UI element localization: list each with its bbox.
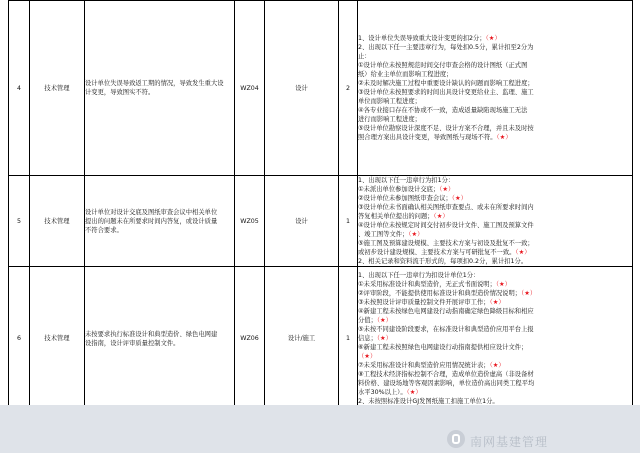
rule-text: ①未派出单位参加设计交底； xyxy=(358,186,440,193)
rule-text: 或初步设计建设规模、主要技术方案与可研批复不一致。 xyxy=(358,249,516,256)
score-cell: 2 xyxy=(339,1,358,176)
star-icon: （★） xyxy=(515,249,531,256)
rule-text: 、竣工图等文件； xyxy=(358,231,409,238)
star-icon: （★） xyxy=(439,186,455,193)
star-icon: （★） xyxy=(376,335,392,342)
rule-line xyxy=(358,334,632,343)
description-cell xyxy=(85,1,235,176)
rule-cell xyxy=(358,176,633,267)
score-cell: 1 xyxy=(339,267,358,411)
rule-line xyxy=(358,248,632,257)
rule-text: 2、相关记录和资料流于形式的，每项扣0.2分，累计扣1分。 xyxy=(358,258,528,265)
rule-line xyxy=(358,34,632,43)
rule-text: ⑥新建工程未按照绿色电网建设行动指南提供相应设计文件； xyxy=(358,344,528,351)
wechat-logo-icon xyxy=(447,430,465,448)
star-icon: （★） xyxy=(433,213,449,220)
rule-text: ①设计单位未按照规范时间交付审查会格的设计图纸（正式图 xyxy=(358,62,528,69)
star-icon: （★） xyxy=(485,35,501,42)
rule-line xyxy=(358,133,632,142)
code-cell: WZ06 xyxy=(235,267,265,411)
description-line: 设指南，设计评审质量控制文件。 xyxy=(85,339,180,347)
rule-text: 单位而影响工程进度； xyxy=(358,98,421,105)
rule-line xyxy=(358,379,632,388)
rule-line xyxy=(358,176,632,185)
rule-line xyxy=(358,257,632,266)
description-line: 计变更，导致图实不符。 xyxy=(85,89,155,96)
table-body xyxy=(9,1,633,451)
rule-text: ④各专业接口存在不协或不一致，造成返量缺陷现场施工无法 xyxy=(358,107,528,114)
rule-line xyxy=(358,271,632,280)
table-row xyxy=(9,1,633,176)
rule-text: ⑧工程技术经济指标控制不合理，造成单位造价虚高（非设备材 xyxy=(358,371,534,378)
rule-line xyxy=(358,307,632,316)
rule-text: 信息； xyxy=(358,335,377,342)
rule-text: 料价格、建设场地等客观因素影响，单位造价高出同类工程平均 xyxy=(358,380,535,387)
rule-line xyxy=(358,325,632,334)
rule-text: ⑤施工图及预算建设规模、主要技术方案与初设及批复不一致； xyxy=(358,240,534,247)
object-cell: 设计 xyxy=(265,176,339,267)
rule-text: 1、设计单位失误导致重大设计变更的扣2分； xyxy=(358,35,486,42)
rule-text: 分值； xyxy=(358,317,377,324)
rule-line xyxy=(358,79,632,88)
category-cell: 技术管理 xyxy=(30,1,85,176)
star-icon: （★） xyxy=(521,290,537,297)
rule-line xyxy=(358,388,632,397)
table-row xyxy=(9,267,633,411)
description-line: 设计单位失误导致返工期的情况，导致发生重大设 xyxy=(85,80,224,87)
rule-line xyxy=(358,370,632,379)
category-cell: 技术管理 xyxy=(30,176,85,267)
rule-text: ②设计单位未参加图纸审查会议； xyxy=(358,195,452,202)
description-line: 未按要求执行标准设计和典型造价、绿色电网建 xyxy=(85,330,218,338)
star-icon: （★） xyxy=(496,134,512,141)
rule-text: ⑤设计单位勘察设计深度不足、设计方案不合理，并且未及时按 xyxy=(358,125,534,132)
rule-text: 2、未按照标准设计GJ发图纸施工扣施工单位1分。 xyxy=(358,398,499,405)
code-cell: WZ05 xyxy=(235,176,265,267)
object-cell: 设计 xyxy=(265,1,339,176)
star-icon: （★） xyxy=(408,231,424,238)
rule-text: 纸）给业主单位而影响工程进度； xyxy=(358,71,453,78)
rule-line xyxy=(358,361,632,370)
rule-line xyxy=(358,106,632,115)
rule-text: ⑤未按不同建设阶段要求，在标准设计和典型造价应用平台上报 xyxy=(358,326,534,333)
rule-line xyxy=(358,343,632,352)
rule-line xyxy=(358,70,632,79)
rule-line xyxy=(358,212,632,221)
rule-text: ④设计单位未按规定时间交付初步设计文件、施工图及预算文件 xyxy=(358,222,534,229)
category-cell: 技术管理 xyxy=(30,267,85,411)
code-cell: WZ04 xyxy=(235,1,265,176)
star-icon: （★） xyxy=(406,389,422,396)
rule-line xyxy=(358,289,632,298)
star-icon: （★） xyxy=(451,195,467,202)
rule-text: ②评审阶段，不能提供使用标准设计和典型造价情况说明； xyxy=(358,290,522,297)
rule-text: 进行而影响工程进度； xyxy=(358,116,421,123)
rule-text: 照合理方案出具设计变更，导致图纸与现场不符。 xyxy=(358,134,497,141)
row-number: 5 xyxy=(9,176,30,267)
rule-line xyxy=(358,316,632,325)
rule-cell xyxy=(358,1,633,176)
rule-line xyxy=(358,52,632,61)
table-row xyxy=(9,176,633,267)
rule-cell xyxy=(358,267,633,411)
rule-text: 1、出现以下任一违章行为扣设计单位1分： xyxy=(358,272,480,279)
rule-line xyxy=(358,97,632,106)
description-line: 不符合要求。 xyxy=(85,226,123,234)
inspection-standards-table xyxy=(8,0,633,451)
score-cell: 1 xyxy=(339,176,358,267)
rule-line xyxy=(358,230,632,239)
rule-text: ③设计单位未按照要求的时间出具设计变更给业主、监理、施工 xyxy=(358,89,534,96)
rule-text: ②未及时解决施工过程中重要设计缺认的问题而影响工程进度； xyxy=(358,80,534,87)
rule-text: 水平30%以上）。 xyxy=(358,389,407,396)
rule-text: 1、出现以下任一违章行为扣1分： xyxy=(358,177,455,184)
rule-text: ①未采用标准设计和典型造价，无正式书面说明； xyxy=(358,281,496,288)
rule-line xyxy=(358,194,632,203)
star-icon: （★） xyxy=(489,299,505,306)
row-number: 4 xyxy=(9,1,30,176)
rule-line xyxy=(358,203,632,212)
rule-line xyxy=(358,239,632,248)
rule-text: ⑦未采用标准设计和典型造价应用情况统计表； xyxy=(358,362,490,369)
object-cell: 设计/施工 xyxy=(265,267,339,411)
description-cell xyxy=(85,267,235,411)
rule-line xyxy=(358,88,632,97)
description-cell xyxy=(85,176,235,267)
rule-line xyxy=(358,221,632,230)
rule-line xyxy=(358,43,632,52)
star-icon: （★） xyxy=(489,362,505,369)
rule-line xyxy=(358,280,632,289)
rule-text: 止： xyxy=(358,53,371,60)
description-line: 提出的问题未在所要求时间内答复，或设计质量 xyxy=(85,217,218,225)
rule-text: 2、出现以下任一主要违章行为，每处扣0.5分，累计扣至2分为 xyxy=(358,44,534,51)
star-icon: （★） xyxy=(495,281,511,288)
rule-text: ④新建工程未按绿色电网建设行动指南确定绿色降级目标和相应 xyxy=(358,308,534,315)
rule-line xyxy=(358,124,632,133)
row-number: 6 xyxy=(9,267,30,411)
description-line: 设计单位对设计交底及图纸审查会议中相关单位 xyxy=(85,208,218,216)
rule-text: ③未按照设计评审质量控制文件开展评审工作； xyxy=(358,299,490,306)
rule-line xyxy=(358,298,632,307)
rule-line xyxy=(358,352,632,361)
rule-line xyxy=(358,185,632,194)
rule-text: ③设计单位未书面确认相关图纸审查要点、或未在所要求时间内 xyxy=(358,204,534,211)
star-icon: （★） xyxy=(358,353,377,360)
star-icon: （★） xyxy=(376,317,392,324)
rule-line xyxy=(358,115,632,124)
rule-text: 答复相关单位提出的问题； xyxy=(358,213,434,220)
watermark-text: 南网基建管理 xyxy=(470,435,549,449)
rule-line xyxy=(358,61,632,70)
